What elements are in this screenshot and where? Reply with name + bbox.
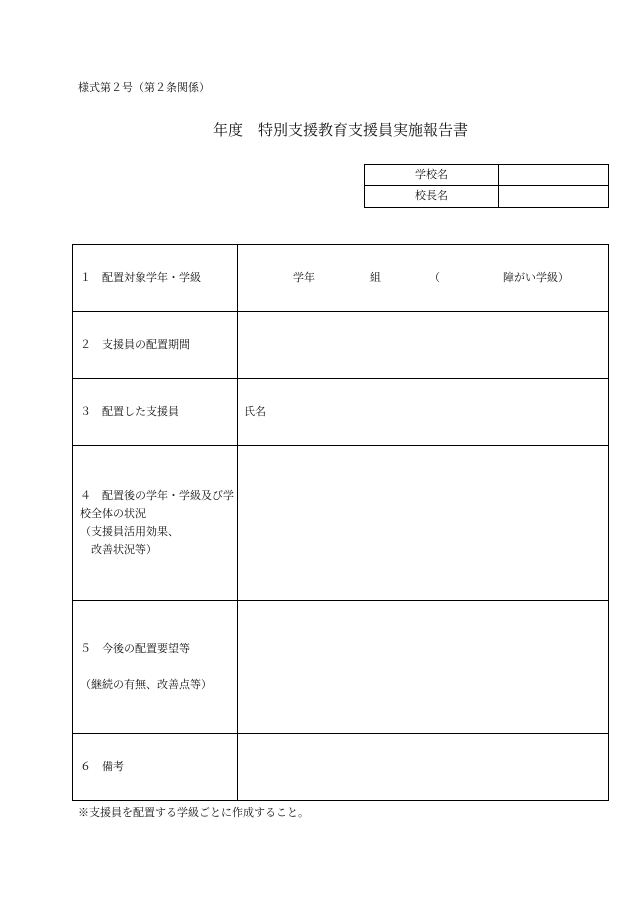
spacer (80, 658, 237, 676)
grade-label: 学年 (293, 271, 315, 284)
paren-open: （ (429, 271, 440, 284)
principal-name-field (499, 186, 608, 207)
remarks-label: ６ 備考 (80, 760, 124, 773)
future-requests-field (238, 601, 608, 733)
target-class-label-cell (73, 245, 238, 311)
assignment-period-field (238, 312, 608, 378)
row-assigned-staff (73, 379, 608, 446)
situation-after-field (238, 446, 608, 600)
target-class-field (238, 245, 608, 311)
future-requests-label: ５ 今後の配置要望等 (80, 642, 190, 655)
class-label: 組 (370, 271, 381, 284)
target-class-label: １ 配置対象学年・学級 (80, 271, 201, 284)
assigned-staff-field (238, 379, 608, 445)
situation-after-label-line-1: ４ 配置後の学年・学級及び学 (80, 489, 234, 502)
special-class-label: 障がい学級） (503, 271, 569, 284)
situation-after-label-line-2: 校全体の状況 (80, 507, 146, 520)
page-title: 年度 特別支援教育支援員実施報告書 (213, 121, 469, 139)
school-name-field (499, 165, 608, 185)
future-requests-label-cell (73, 601, 238, 733)
remarks-field (238, 734, 608, 800)
situation-after-label-line-3: （支援員活用効果、 (80, 525, 179, 538)
footer-note: ※支援員を配置する学級ごとに作成すること。 (78, 806, 309, 819)
assignment-period-label: ２ 支援員の配置期間 (80, 338, 190, 351)
report-table (72, 244, 609, 801)
principal-name-row (365, 186, 608, 207)
row-assignment-period (73, 312, 608, 379)
school-info-table (364, 164, 609, 208)
assignment-period-label-cell (73, 312, 238, 378)
situation-after-label-cell (73, 446, 238, 600)
situation-after-label-line-4: 改善状況等） (80, 543, 157, 556)
row-situation-after (73, 446, 608, 601)
staff-name-label: 氏名 (244, 405, 266, 418)
school-name-row (365, 165, 608, 186)
remarks-label-cell (73, 734, 238, 800)
row-target-class (73, 245, 608, 312)
form-number: 様式第２号（第２条関係） (78, 81, 210, 94)
school-name-label: 学校名 (365, 165, 499, 185)
row-remarks (73, 734, 608, 800)
row-future-requests (73, 601, 608, 734)
future-requests-sub-label: （継続の有無、改善点等） (80, 678, 212, 691)
assigned-staff-label-cell (73, 379, 238, 445)
principal-name-label: 校長名 (365, 186, 499, 207)
assigned-staff-label: ３ 配置した支援員 (80, 405, 179, 418)
